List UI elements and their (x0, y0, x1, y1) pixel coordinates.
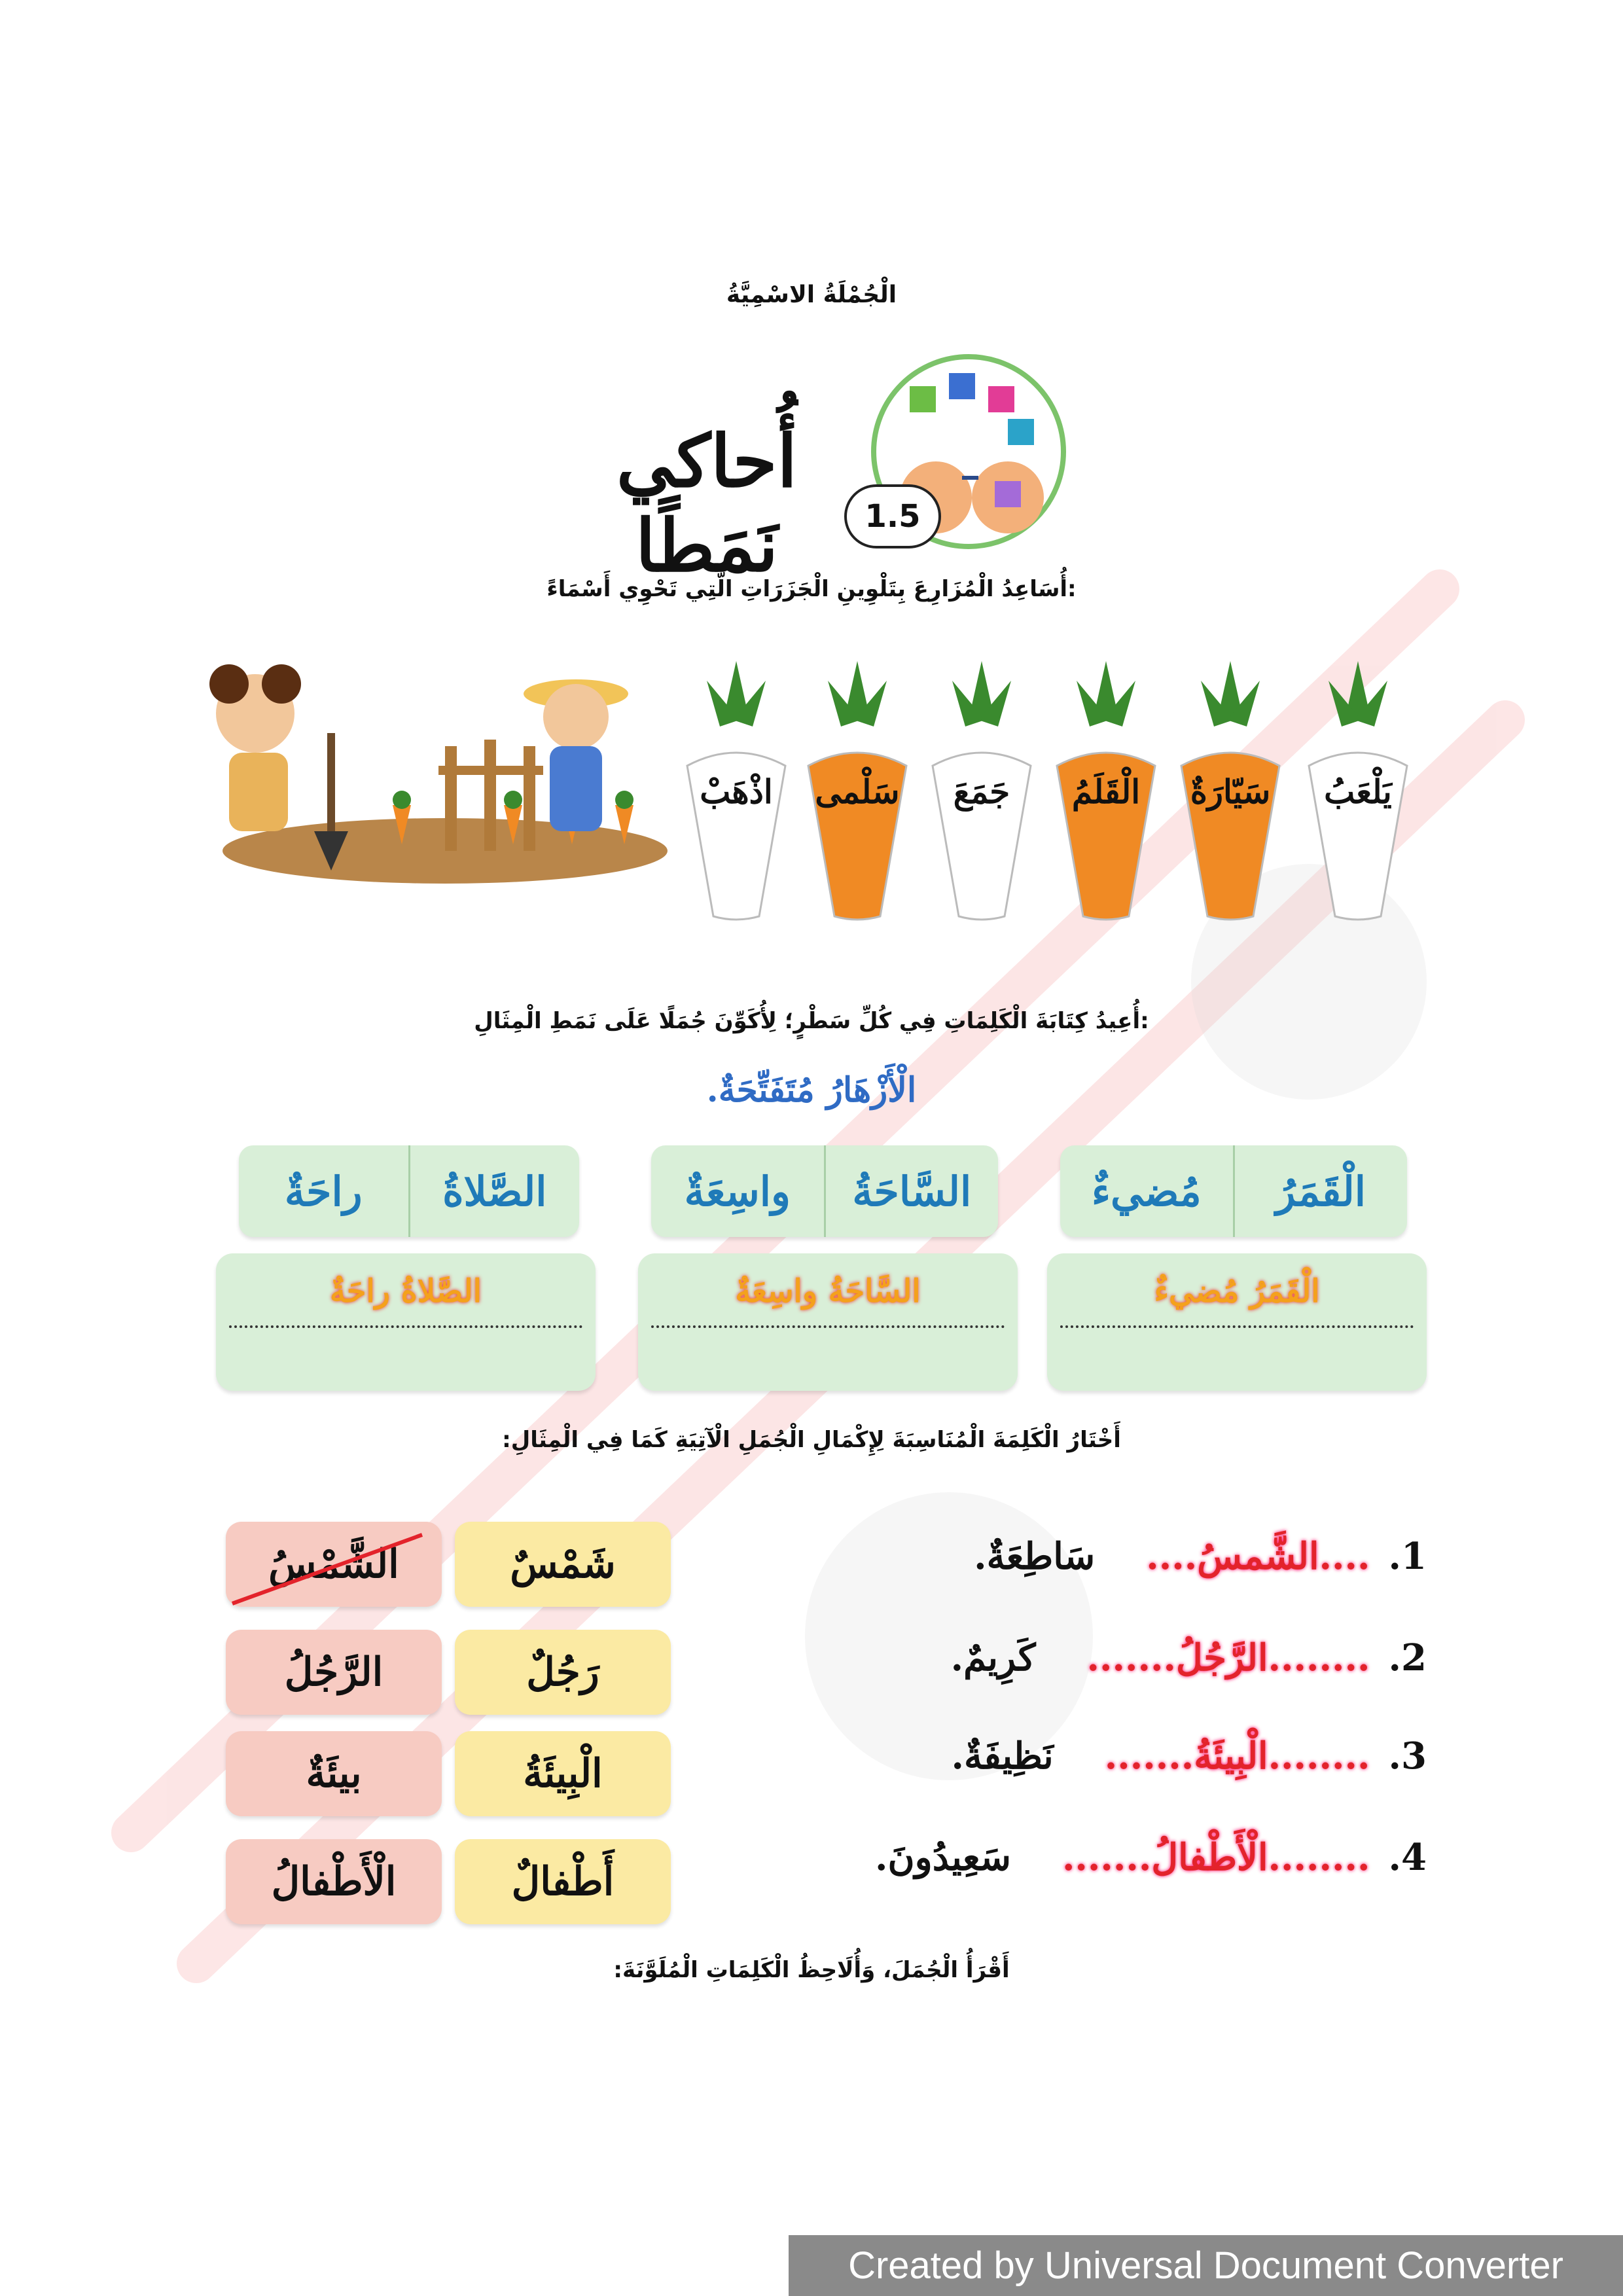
converter-footer: Created by Universal Document Converter (789, 2235, 1623, 2296)
carrot-6[interactable]: اذْهَبْ (681, 655, 792, 932)
exercise-3-instruction: أَخْتَارُ الْكَلِمَةَ الْمُنَاسِبَةَ لِإِكْمَالِ الْجُمَلِ الْآتِيَةِ كَمَا فِي الْمِثَالِ: (502, 1427, 1121, 1453)
example-sentence: الْأَزْهَارُ مُتَفَتِّحَةٌ. (706, 1070, 917, 1110)
exercise-2-instruction: :أُعِيدُ كِتَابَةَ الْكَلِمَاتِ فِي كُلِّ سَطْرٍ؛ لِأُكَوِّنَ جُمَلًا عَلَى نَمَطِ الْمِثَالِ (474, 1008, 1149, 1034)
word-pair-2: السَّاحَةُ واسِعَةٌ (651, 1145, 998, 1237)
answer-field-2[interactable]: السَّاحَةُ واسِعَةٌ (638, 1253, 1018, 1391)
answer-field-3[interactable]: الصَّلاةُ راحَةٌ (216, 1253, 596, 1391)
carrot-2[interactable]: سَيّارَةٌ (1175, 655, 1286, 932)
answer-field-1[interactable]: الْقَمَرُ مُضيءٌ (1047, 1253, 1427, 1391)
choice-indefinite-3[interactable]: بيئَةٌ (226, 1731, 442, 1816)
choice-definite-4[interactable]: الْأَطْفالُ (226, 1839, 442, 1924)
lesson-title: أُحاكي نَمَطًا (616, 419, 798, 588)
choice-indefinite-4[interactable]: أَطْفالٌ (455, 1839, 671, 1924)
sentence-3: 3.........الْبِيئَةُ....... نَظِيفَةٌ. (951, 1734, 1427, 1778)
answer-line (1060, 1325, 1414, 1328)
carrot-1[interactable]: يَلْعَبُ (1302, 655, 1414, 932)
choice-indefinite-1[interactable]: شَمْسٌ (455, 1522, 671, 1607)
lesson-number: 1.5 (844, 484, 941, 548)
exercise-4-instruction: أَقْرَأُ الْجُمَلَ، وَأُلَاحِظُ الْكَلِمَاتِ الْمُلَوَّنَةَ: (613, 1957, 1010, 1983)
choice-indefinite-2[interactable]: رَجُلٌ (455, 1630, 671, 1715)
page-topic: الْجُمْلَةُ الاسْمِيَّةُ (726, 281, 897, 308)
word-pair-1: الْقَمَرُ مُضيءٌ (1060, 1145, 1407, 1237)
word-pair-3: الصَّلاةُ راحَةٌ (239, 1145, 579, 1237)
farmer-kids-illustration (196, 655, 681, 897)
choice-definite-3[interactable]: الْبِيئَةُ (455, 1731, 671, 1816)
strike-mark-icon (226, 1522, 442, 1607)
carrot-3[interactable]: الْقَلَمُ (1050, 655, 1162, 932)
sentence-1: 1.....الشَّمسُ.... سَاطِعَةٌ. (974, 1535, 1427, 1578)
sentence-2: 2.........الرَّجُلُ....... كَرِيمٌ. (950, 1636, 1427, 1679)
exercise-1-instruction: :أُسَاعِدُ الْمُزَارِعَ بِتَلْوِينِ الْجَزَرَاتِ الَّتِي تَحْوِي أَسْمَاءً (546, 576, 1077, 602)
answer-line (229, 1325, 582, 1328)
carrot-4[interactable]: جَمَعَ (926, 655, 1037, 932)
sentence-4: 4.........الْأَطْفالُ....... سَعِيدُونَ. (875, 1836, 1427, 1879)
choice-definite-1[interactable]: الشَّمْسُ (226, 1522, 442, 1607)
carrot-5[interactable]: سَلْمى (802, 655, 913, 932)
choice-definite-2[interactable]: الرَّجُلُ (226, 1630, 442, 1715)
answer-line (651, 1325, 1005, 1328)
